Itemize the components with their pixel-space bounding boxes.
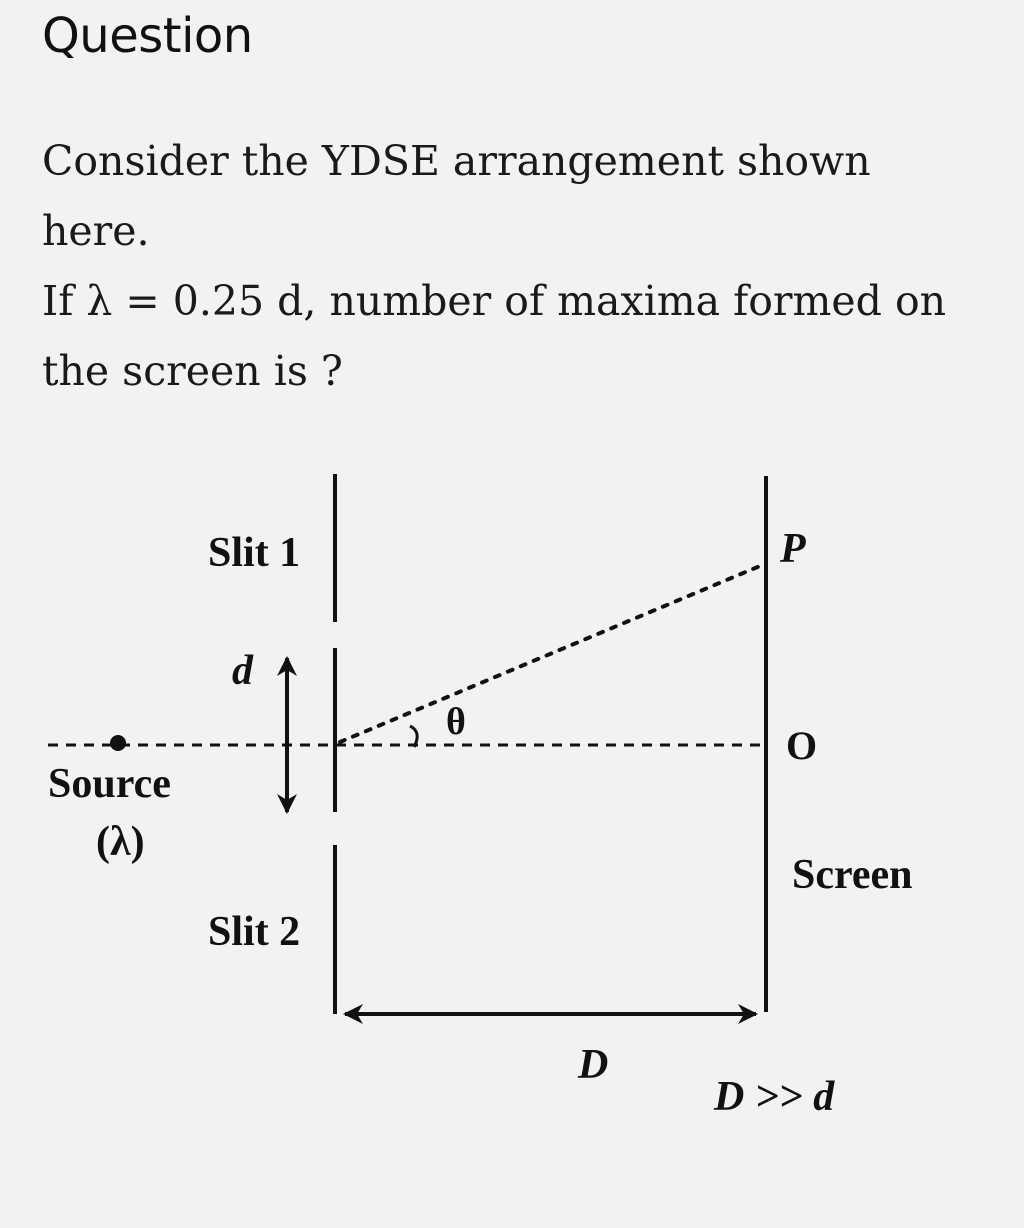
condition-label: D >> d [714,1074,835,1120]
screen-label: Screen [792,852,913,898]
question-heading: Question [42,8,253,64]
ydse-diagram [0,440,1024,1140]
lambda-label: (λ) [96,819,145,865]
source-dot [110,735,126,751]
question-text [42,126,982,406]
source-label: Source [48,761,171,807]
question-line-1: Consider the YDSE arrangement shown here. [42,137,871,255]
slit1-label: Slit 1 [208,530,301,576]
ray-to-p [340,566,760,742]
p-label: P [780,526,806,572]
theta-label: θ [446,701,466,743]
slit2-label: Slit 2 [208,909,301,955]
o-label: O [786,723,818,768]
question-line-2: If λ = 0.25 d, number of maxima formed on the screen is ? [42,277,947,395]
d-label: d [232,648,253,694]
D-label: D [578,1042,609,1088]
